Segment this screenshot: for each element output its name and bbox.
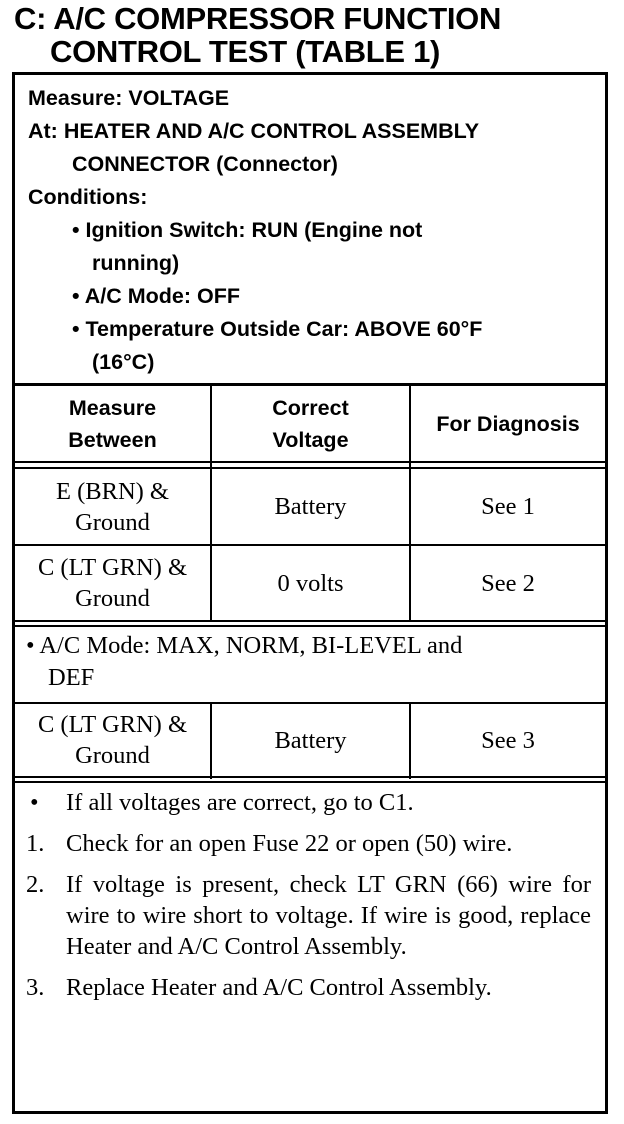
condition-item: [28, 214, 603, 247]
row3-voltage: Battery: [274, 726, 347, 754]
header-correct-voltage: Correct Voltage: [272, 395, 349, 452]
row1-voltage: Battery: [274, 493, 347, 520]
header-for-diagnosis: For Diagnosis: [436, 411, 580, 436]
page-title: [14, 2, 614, 68]
header-measure-between: Measure Between: [68, 395, 157, 452]
divider-row2-bottom: [12, 625, 608, 627]
note-item: [26, 972, 591, 1003]
at-line-2: CONNECTOR (Connector): [72, 152, 338, 176]
bullet-icon: •: [72, 317, 80, 341]
divider-row3-bottom: [12, 781, 608, 783]
row1-diagnosis: See 1: [481, 493, 535, 520]
condition-text: Ignition Switch: RUN (Engine not: [85, 218, 423, 242]
divider-row2-top: [12, 620, 608, 622]
row3-diagnosis: See 3: [481, 726, 535, 754]
measure-label: Measure: VOLTAGE: [28, 86, 230, 110]
note-text: Check for an open Fuse 22 or open (50) wire.: [66, 830, 513, 857]
note-text: If voltage is present, check LT GRN (66) wire for wire to wire short to voltage. If wire is good, replace Heater and A/C Control Assembly.: [66, 871, 591, 960]
title-line-2: CONTROL TEST (TABLE 1): [50, 34, 441, 69]
row3-measure-between: C (LT GRN) & Ground: [37, 711, 188, 769]
bullet-icon: •: [72, 284, 80, 308]
note-number: 2.: [26, 871, 45, 898]
condition-text-cont: (16°C): [92, 350, 155, 374]
bullet-icon: •: [72, 218, 80, 242]
conditions-block: [28, 82, 603, 379]
divider-row3-top: [12, 776, 608, 778]
condition-text: Temperature Outside Car: ABOVE 60°F: [85, 317, 483, 341]
row2-measure-between: C (LT GRN) & Ground: [37, 554, 188, 612]
note-item: [26, 828, 591, 859]
bullet-icon: •: [30, 789, 39, 816]
note-number: 3.: [26, 974, 45, 1001]
condition-text-cont: running): [92, 251, 180, 275]
note-text: If all voltages are correct, go to C1.: [66, 789, 414, 816]
diagnosis-notes: [26, 787, 591, 1013]
note-item: [26, 787, 591, 818]
bullet-icon: •: [26, 632, 35, 659]
note-text: Replace Heater and A/C Control Assembly.: [66, 974, 492, 1001]
condition-item: [28, 313, 603, 346]
note-number: 1.: [26, 830, 45, 857]
at-line-1: At: HEATER AND A/C CONTROL ASSEMBLY: [28, 119, 480, 143]
row2-voltage: 0 volts: [277, 569, 344, 597]
condition-text: A/C Mode: OFF: [84, 284, 240, 308]
divider-header-top: [12, 461, 608, 463]
row2-diagnosis: See 2: [481, 569, 535, 597]
title-line-1: C: A/C COMPRESSOR FUNCTION: [14, 1, 502, 36]
conditions-label: Conditions:: [28, 185, 148, 209]
mid-condition: • A/C Mode: MAX, NORM, BI-LEVEL and DEF: [26, 632, 463, 691]
note-item: [26, 869, 591, 962]
row1-measure-between: E (BRN) & Ground: [56, 477, 169, 536]
condition-item: [28, 280, 603, 313]
